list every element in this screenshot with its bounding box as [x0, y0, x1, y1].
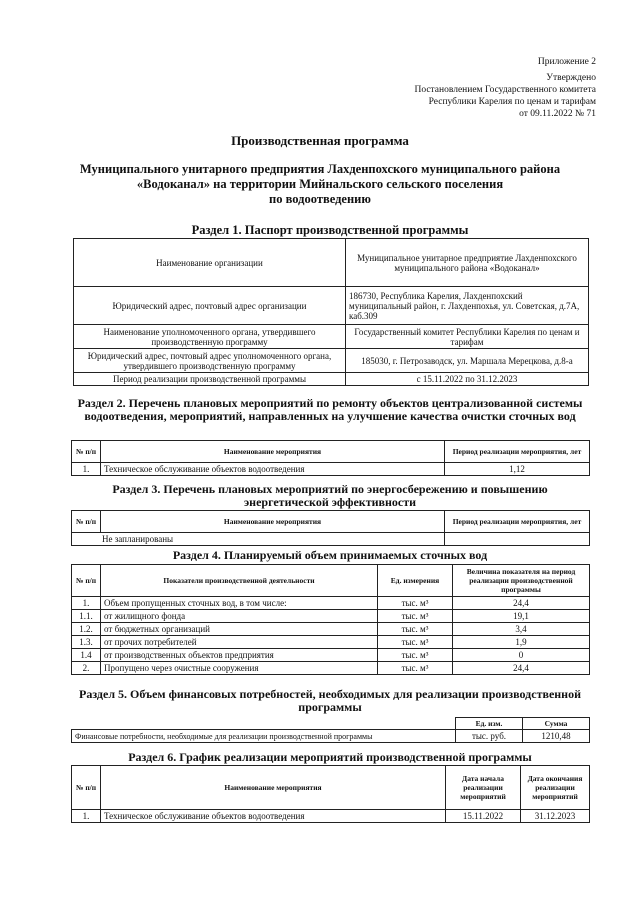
row-num: 1.3. — [72, 636, 101, 649]
section-2-heading: Раздел 2. Перечень плановых мероприятий по ремонту объектов централизованной системы водоотведения, мероприятий, направленных на улучшение качества очистки сточных вод — [77, 396, 583, 423]
row-name: Не запланированы — [72, 533, 445, 546]
col-num-header: № п/п — [72, 441, 101, 463]
row-num: 2. — [72, 662, 101, 675]
row-unit: тыс. м³ — [378, 649, 453, 662]
passport-label: Период реализации производственной программы — [74, 373, 346, 386]
row-name: Финансовые потребности, необходимые для реализации производственной программы — [72, 730, 456, 743]
repair-measures-table — [71, 440, 590, 476]
section-3-heading: Раздел 3. Перечень плановых мероприятий по энергосбережению и повышению энергетической эффективности — [112, 482, 548, 509]
row-name: Техническое обслуживание объектов водоотведения — [101, 810, 446, 823]
passport-label: Юридический адрес, почтовый адрес организации — [74, 287, 346, 325]
row-sum: 1210,48 — [523, 730, 590, 743]
document-subtitle — [0, 162, 640, 207]
col-unit-header: Ед. изм. — [456, 718, 523, 730]
section-5-heading: Раздел 5. Объем финансовых потребностей, необходимых для реализации производственной программы — [78, 687, 582, 714]
col-num-header: № п/п — [72, 766, 101, 810]
passport-value: Муниципальное унитарное предприятие Лахденпохского муниципального района «Водоканал» — [346, 239, 589, 287]
table-row — [74, 373, 589, 386]
row-name: от бюджетных организаций — [101, 623, 378, 636]
col-sum-header: Сумма — [523, 718, 590, 730]
passport-value: 185030, г. Петрозаводск, ул. Маршала Мерецкова, д.8-а — [346, 349, 589, 373]
row-num: 1.1. — [72, 610, 101, 623]
passport-value: Государственный комитет Республики Карелия по ценам и тарифам — [346, 325, 589, 349]
row-unit: тыс. м³ — [378, 610, 453, 623]
col-name-header: Наименование мероприятия — [101, 766, 446, 810]
table-row — [72, 649, 590, 662]
row-value: 3,4 — [453, 623, 590, 636]
col-unit-header: Ед. измерения — [378, 565, 453, 597]
row-value: 1,9 — [453, 636, 590, 649]
col-num-header: № п/п — [72, 565, 101, 597]
section-6-heading: Раздел 6. График реализации мероприятий производственной программы — [128, 750, 532, 764]
row-name: от жилищного фонда — [101, 610, 378, 623]
passport-label: Наименование уполномоченного органа, утвердившего производственную программу — [74, 325, 346, 349]
subtitle-line-3: по водоотведению — [269, 192, 371, 206]
col-num-header: № п/п — [72, 511, 101, 533]
passport-value: 186730, Республика Карелия, Лахденпохский муниципальный район, г. Лахденпохья, ул. Советская, д.7А, каб.309 — [346, 287, 589, 325]
schedule-table — [71, 765, 590, 823]
row-unit: тыс. м³ — [378, 623, 453, 636]
table-row — [74, 349, 589, 373]
table-row — [72, 463, 590, 476]
row-start: 15.11.2022 — [446, 810, 521, 823]
row-name: от прочих потребителей — [101, 636, 378, 649]
row-value: 19,1 — [453, 610, 590, 623]
row-name: Объем пропущенных сточных вод, в том числе: — [101, 597, 378, 610]
row-name: от производственных объектов предприятия — [101, 649, 378, 662]
subtitle-line-2: «Водоканал» на территории Мийнальского сельского поселения — [136, 177, 504, 191]
col-value-header: Величина показателя на период реализации производственной программы — [453, 565, 590, 597]
table-row — [72, 662, 590, 675]
passport-label: Юридический адрес, почтовый адрес уполномоченного органа, утвердившего производственную программу — [74, 349, 346, 373]
col-end-header: Дата окончания реализации мероприятий — [521, 766, 590, 810]
table-row — [74, 239, 589, 287]
row-period — [445, 533, 590, 546]
row-num: 1. — [72, 463, 101, 476]
row-value: 24,4 — [453, 662, 590, 675]
table-row — [74, 325, 589, 349]
table-header-row — [72, 511, 590, 533]
energy-measures-table — [71, 510, 590, 546]
table-row — [72, 623, 590, 636]
table-row — [72, 636, 590, 649]
row-name: Техническое обслуживание объектов водоотведения — [101, 463, 445, 476]
passport-table — [73, 238, 589, 386]
approval-line-2: Республики Карелия по ценам и тарифам — [428, 97, 596, 107]
col-period-header: Период реализации мероприятия, лет — [445, 511, 590, 533]
row-unit: тыс. м³ — [378, 597, 453, 610]
approval-line-1: Постановлением Государственного комитета — [414, 85, 596, 95]
row-unit: тыс. м³ — [378, 662, 453, 675]
table-row — [72, 597, 590, 610]
row-num: 1.4 — [72, 649, 101, 662]
header-blank — [72, 718, 456, 730]
table-header-row — [72, 718, 590, 730]
section-1-heading: Раздел 1. Паспорт производственной программы — [191, 223, 469, 237]
approval-line-3: от 09.11.2022 № 71 — [519, 109, 596, 119]
row-value: 0 — [453, 649, 590, 662]
row-value: 24,4 — [453, 597, 590, 610]
row-unit: тыс. руб. — [456, 730, 523, 743]
row-name: Пропущено через очистные сооружения — [101, 662, 378, 675]
table-row — [72, 810, 590, 823]
document-title: Производственная программа — [231, 133, 409, 148]
section-4-heading: Раздел 4. Планируемый объем принимаемых сточных вод — [172, 548, 488, 562]
subtitle-line-1: Муниципального унитарного предприятия Лахденпохского муниципального района — [79, 162, 561, 176]
col-name-header: Показатели производственной деятельности — [101, 565, 378, 597]
col-start-header: Дата начала реализации мероприятий — [446, 766, 521, 810]
wastewater-volume-table — [71, 564, 590, 675]
row-end: 31.12.2023 — [521, 810, 590, 823]
passport-value: с 15.11.2022 по 31.12.2023 — [346, 373, 589, 386]
col-name-header: Наименование мероприятия — [101, 511, 445, 533]
appendix-label: Приложение 2 — [537, 57, 596, 67]
table-header-row — [72, 565, 590, 597]
table-header-row — [72, 766, 590, 810]
row-num: 1. — [72, 597, 101, 610]
passport-label: Наименование организации — [74, 239, 346, 287]
row-num: 1. — [72, 810, 101, 823]
table-row — [74, 287, 589, 325]
approval-block — [414, 72, 596, 120]
row-num: 1.2. — [72, 623, 101, 636]
table-row — [72, 610, 590, 623]
table-row — [72, 533, 590, 546]
col-name-header: Наименование мероприятия — [101, 441, 445, 463]
row-period: 1,12 — [445, 463, 590, 476]
financial-needs-table — [71, 717, 590, 743]
approved-label: Утверждено — [546, 73, 596, 83]
col-period-header: Период реализации мероприятия, лет — [445, 441, 590, 463]
table-row — [72, 730, 590, 743]
table-header-row — [72, 441, 590, 463]
row-unit: тыс. м³ — [378, 636, 453, 649]
